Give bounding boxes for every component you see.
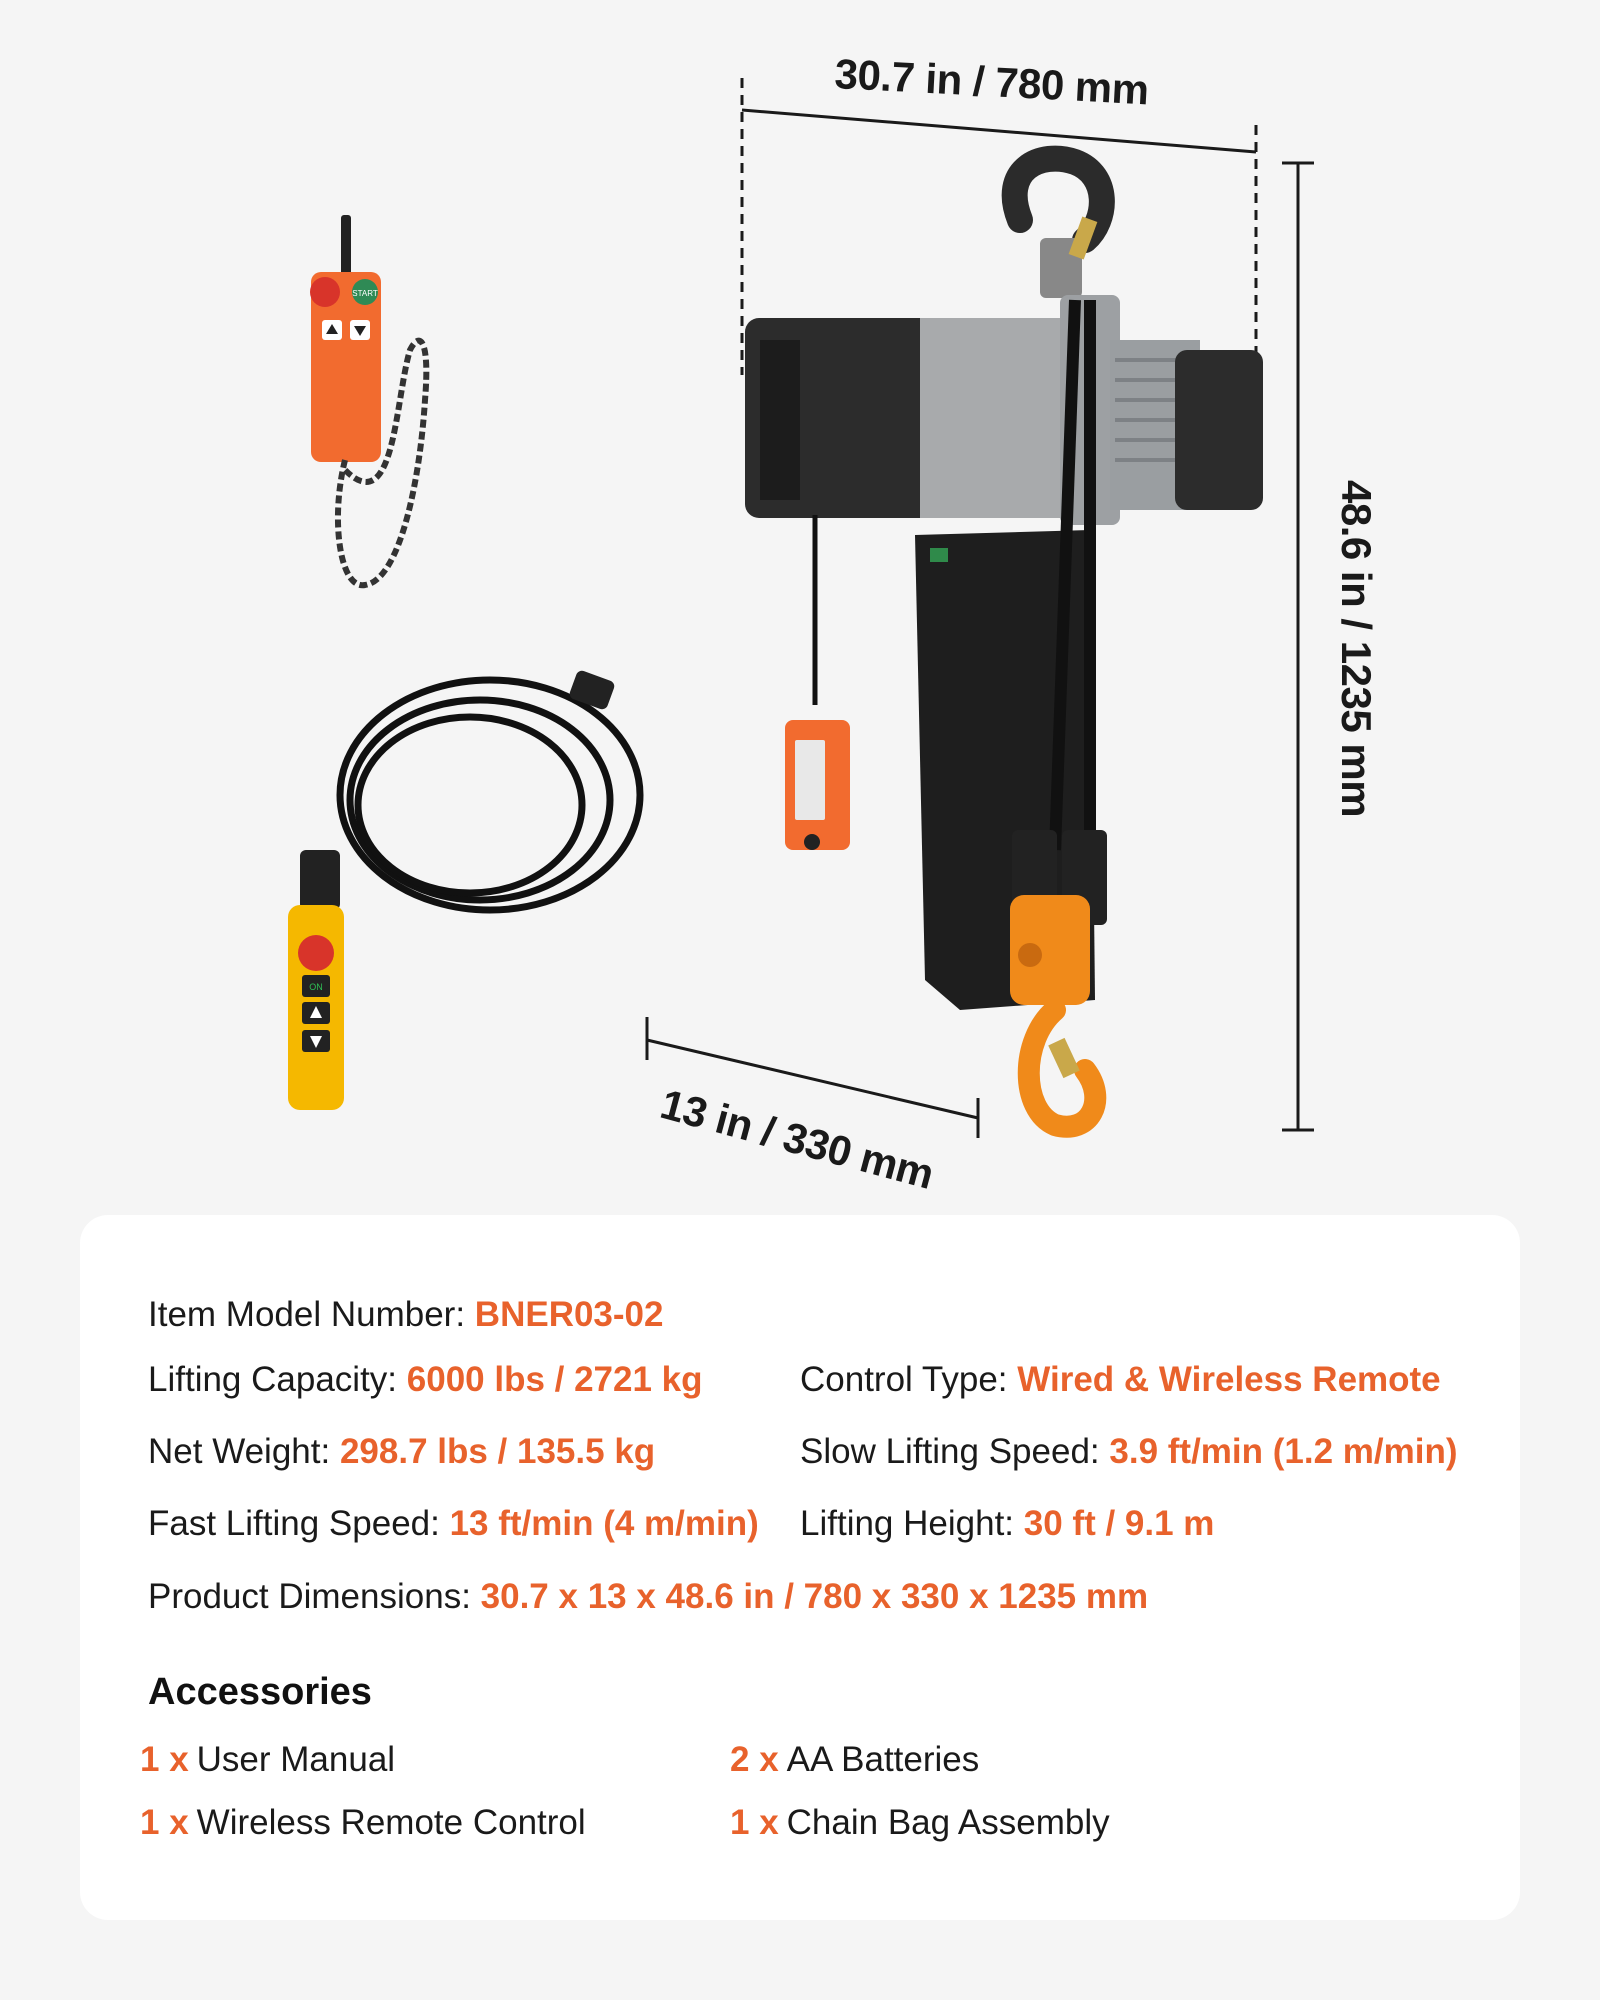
spec-net-weight-label: Net Weight: xyxy=(148,1432,331,1471)
start-button-label: START xyxy=(352,289,378,298)
accessory-qty: 2 x xyxy=(730,1740,779,1779)
spec-product-dimensions-label: Product Dimensions: xyxy=(148,1577,471,1616)
spec-control-type xyxy=(800,1360,1441,1400)
accessory-item xyxy=(730,1803,1110,1843)
depth-dimension-label: 13 in / 330 mm xyxy=(655,1080,939,1198)
spec-model-label: Item Model Number: xyxy=(148,1295,466,1334)
hoist-gearbox xyxy=(920,318,1070,518)
spec-product-dimensions-value: 30.7 x 13 x 48.6 in / 780 x 330 x 1235 mm xyxy=(480,1577,1149,1616)
spec-slow-speed xyxy=(800,1432,1458,1472)
electric-hoist xyxy=(745,159,1263,1127)
spec-slow-speed-label: Slow Lifting Speed: xyxy=(800,1432,1100,1471)
accessory-name: AA Batteries xyxy=(786,1740,980,1779)
spec-product-dimensions xyxy=(148,1577,1148,1617)
spec-fast-speed-label: Fast Lifting Speed: xyxy=(148,1504,440,1543)
spec-net-weight-value: 298.7 lbs / 135.5 kg xyxy=(339,1432,656,1471)
emergency-stop-button xyxy=(310,277,340,307)
accessory-item xyxy=(140,1740,395,1780)
spec-card xyxy=(80,1215,1520,1920)
spec-control-label: Control Type: xyxy=(800,1360,1008,1399)
spec-control-value: Wired & Wireless Remote xyxy=(1017,1360,1441,1399)
pendant-emergency-stop xyxy=(298,935,334,971)
width-dimension-label: 30.7 in / 780 mm xyxy=(833,50,1150,114)
accessory-name: User Manual xyxy=(196,1740,396,1779)
spec-fast-speed-value: 13 ft/min (4 m/min) xyxy=(449,1504,759,1543)
spec-capacity-label: Lifting Capacity: xyxy=(148,1360,398,1399)
spec-lift-height-label: Lifting Height: xyxy=(800,1504,1015,1543)
spec-slow-speed-value: 3.9 ft/min (1.2 m/min) xyxy=(1109,1432,1458,1471)
spec-lift-height-value: 30 ft / 9.1 m xyxy=(1023,1504,1215,1543)
height-dimension-line xyxy=(1282,163,1314,1130)
spec-lift-height xyxy=(800,1504,1214,1544)
accessory-item xyxy=(730,1740,979,1780)
accessory-item xyxy=(140,1803,586,1843)
spec-model xyxy=(148,1295,664,1335)
accessories-heading: Accessories xyxy=(148,1671,372,1713)
accessory-qty: 1 x xyxy=(140,1803,189,1842)
accessory-qty: 1 x xyxy=(730,1803,779,1842)
accessory-name: Chain Bag Assembly xyxy=(786,1803,1110,1842)
accessory-qty: 1 x xyxy=(140,1740,189,1779)
accessory-name: Wireless Remote Control xyxy=(196,1803,586,1842)
hoist-motor-right xyxy=(1175,350,1263,510)
height-dimension-label: 48.6 in / 1235 mm xyxy=(1333,480,1380,818)
wireless-remote xyxy=(310,215,426,585)
spec-model-value: BNER03-02 xyxy=(474,1295,664,1334)
spec-net-weight xyxy=(148,1432,655,1472)
spec-capacity xyxy=(148,1360,703,1400)
spec-fast-speed xyxy=(148,1504,759,1544)
spec-capacity-value: 6000 lbs / 2721 kg xyxy=(406,1360,703,1399)
pendant-on-label: ON xyxy=(309,982,323,992)
wired-pendant xyxy=(288,669,640,1110)
